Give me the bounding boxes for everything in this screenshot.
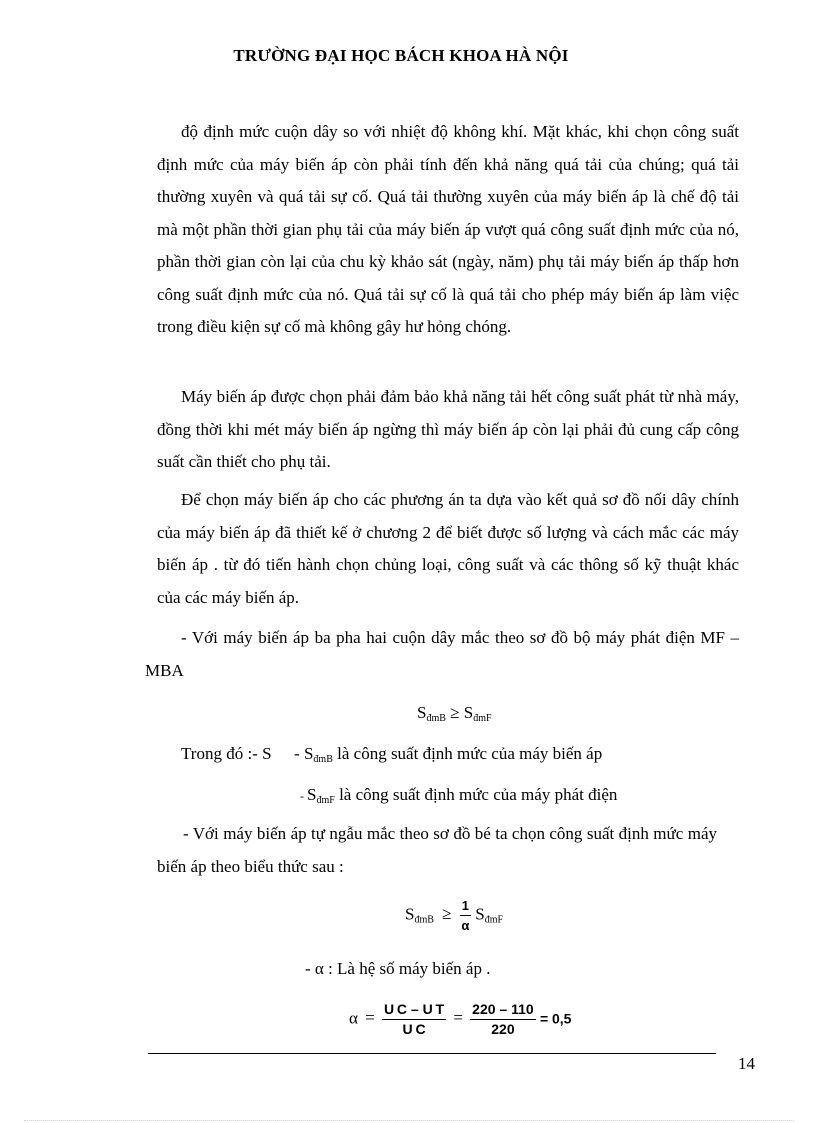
where-line-2: - $S_{đmF}$ là công suất định mức của máy phát điện [300,785,618,806]
where-lead: Trong đó :- S [181,744,272,763]
page-number: 14 [738,1054,755,1073]
paragraph-1: độ định mức cuộn dây so với nhiệt độ không khí. Mặt khác, khi chọn công suất định mức của máy biến áp còn phải tính đến khả năng quá tải của chúng; quá tải thường xuyên và quá tải sự cố. Quá tải thường xuyên của máy biến áp là chế độ tải mà một phần thời gian phụ tải của máy biến áp vượt quá công suất định mức của nó, phần thời gian còn lại của chu kỳ khảo sát (ngày, năm) phụ tải máy biến áp thấp hơn công suất định mức của nó. Quá tải sự cố là quá tải cho phép máy biến áp làm việc trong điều kiện sự cố mà không gây hư hỏng chóng. [157,122,739,336]
paragraph-2: Máy biến áp được chọn phải đảm bảo khả năng tải hết công suất phát từ nhà máy, đồng thời khi mét máy biến áp ngừng thì máy biến áp còn lại phải đủ cung cấp công suất cần thiết cho phụ tải. [157,387,739,471]
page-header: TRƯỜNG ĐẠI HỌC BÁCH KHOA HÀ NỘI [233,46,569,65]
formula-sdmb-ge-sdmf: $S_{đmB} \ge S_{đmF}$ [417,703,492,724]
formula-sdmb-ge-fraction: $S_{đmB}$ ≥ $\frac{1}{\alpha}$ $S_{đmF}$ [405,898,504,933]
page-bottom-dotted-border [24,1120,794,1121]
paragraph-4: - Với máy biến áp ba pha hai cuộn dây mắc theo sơ đồ bộ máy phát điện MF – MBA [145,628,739,680]
alpha-definition: - α : Là hệ số máy biến áp . [305,959,491,978]
paragraph-5: - Với máy biến áp tự ngẫu mắc theo sơ đồ bé ta chọn công suất định mức máy biến áp theo biểu thức sau : [157,824,717,876]
footer-rule [148,1053,716,1054]
where-line-1: Trong đó :- S - $S_{đmB}$ là công suất định mức của máy biến áp [181,744,603,765]
paragraph-3: Để chọn máy biến áp cho các phương án ta dựa vào kết quả sơ đồ nối dây chính của máy biến áp đã thiết kế ở chương 2 để biết được số lượng và cách mắc các máy biến áp . từ đó tiến hành chọn chủng loại, công suất và các thông số kỹ thuật khác của các máy biến áp. [157,490,739,607]
formula-alpha: α = $\frac{\text{U C – U T}}{\text{U C}}$ = $\frac{220 - 110}{220}$ = 0,5 [349,1001,572,1037]
